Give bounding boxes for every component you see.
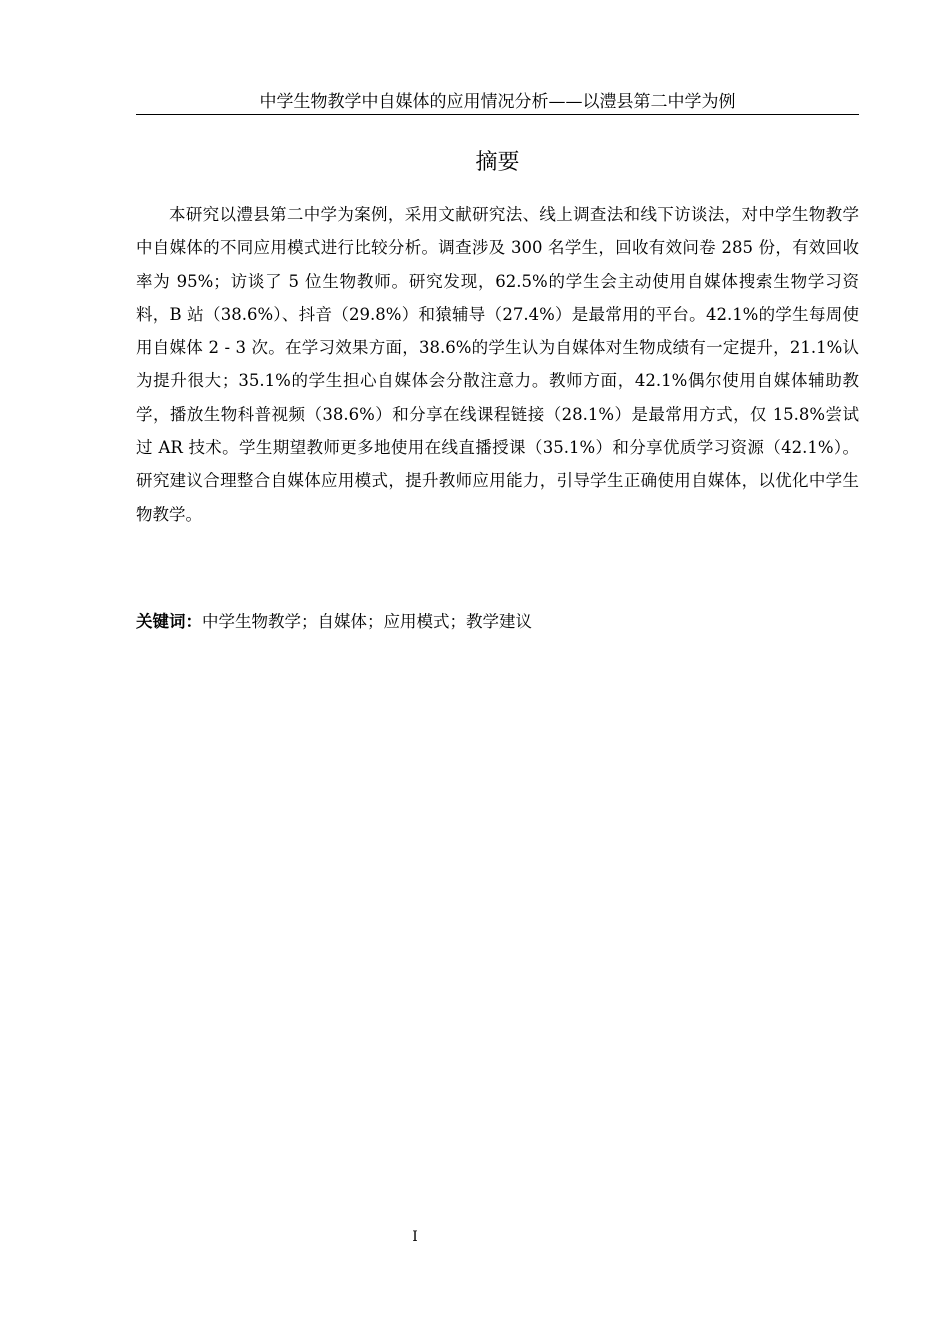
- abstract-title: 摘要: [475, 150, 520, 175]
- keywords-line: [136, 607, 859, 637]
- keywords-label: 关键词：: [136, 612, 202, 631]
- page-number: I: [412, 1229, 418, 1245]
- running-header: 中学生物教学中自媒体的应用情况分析——以澧县第二中学为例: [136, 92, 859, 115]
- keywords-text: 中学生物教学；自媒体；应用模式；教学建议: [202, 612, 532, 631]
- abstract-body: 本研究以澧县第二中学为案例，采用文献研究法、线上调查法和线下访谈法，对中学生物教学中自媒体的不同应用模式进行比较分析。调查涉及 300 名学生，回收有效问卷 285 份，有效回收率为 95%；访谈了 5 位生物教师。研究发现，62.5%的学生会主动使用自媒体搜索生物学习资料，B 站（38.6%）、抖音（29.8%）和猿辅导（27.4%）是最常用的平台。42.1%的学生每周使用自媒体 2 - 3 次。在学习效果方面，38.6%的学生认为自媒体对生物成绩有一定提升，21.1%认为提升很大；35.1%的学生担心自媒体会分散注意力。教师方面，42.1%偶尔使用自媒体辅助教学，播放生物科普视频（38.6%）和分享在线课程链接（28.1%）是最常用方式，仅 15.8%尝试过 AR 技术。学生期望教师更多地使用在线直播授课（35.1%）和分享优质学习资源（42.1%）。研究建议合理整合自媒体应用模式，提升教师应用能力，引导学生正确使用自媒体，以优化中学生物教学。: [136, 205, 859, 524]
